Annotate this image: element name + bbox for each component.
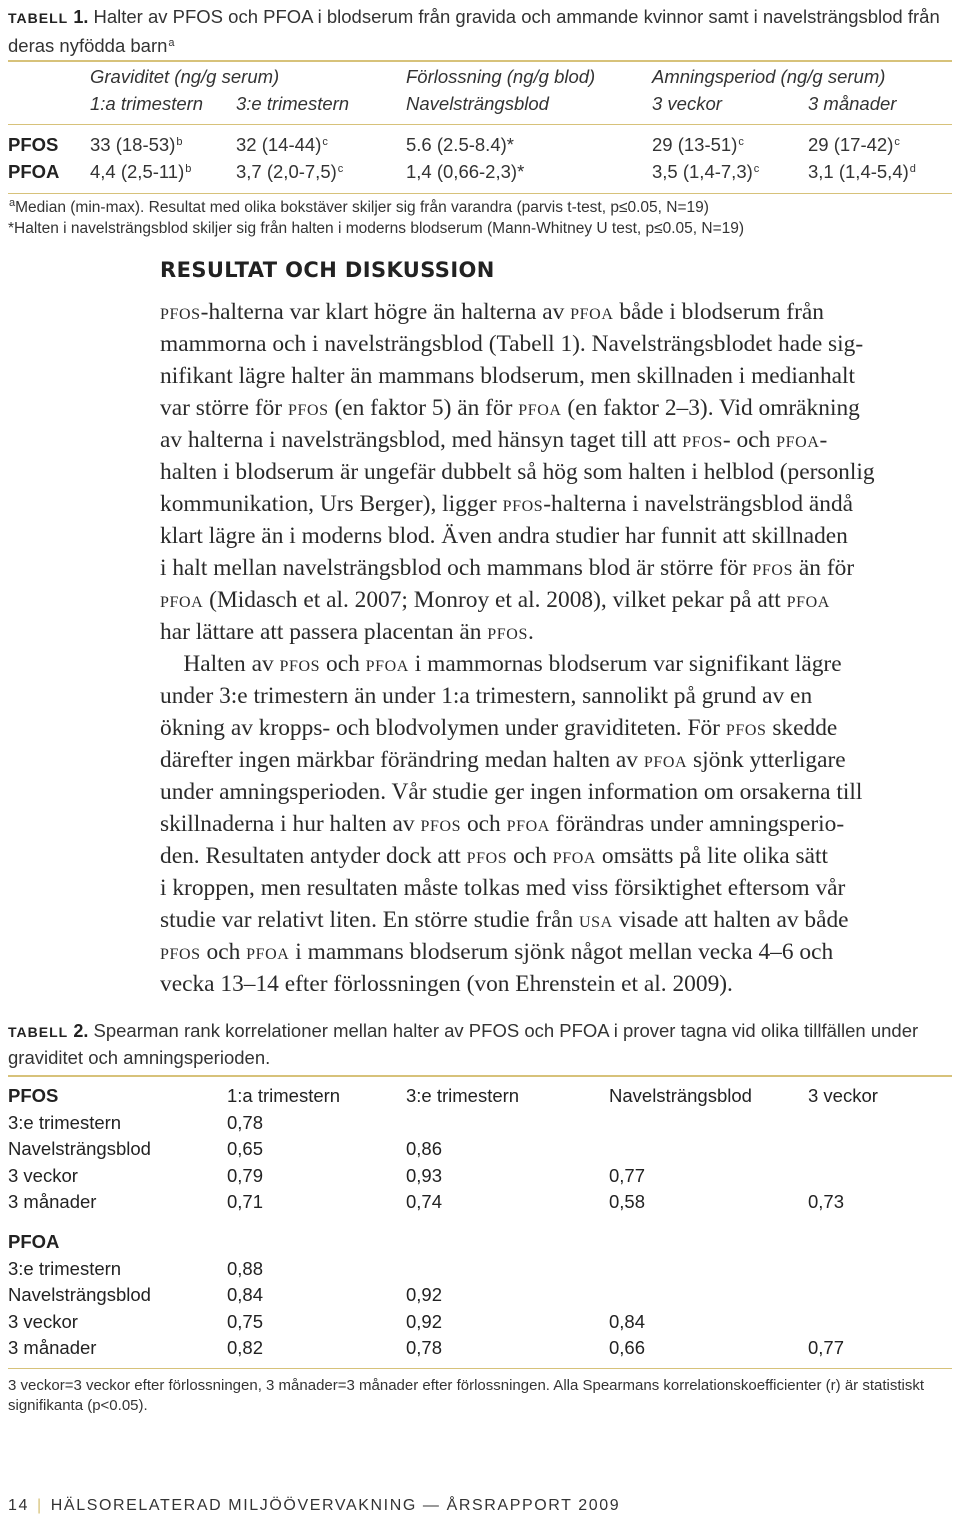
table1-cell-sup: c	[753, 163, 760, 175]
table1-cell-value: 33 (18-53)	[90, 134, 176, 155]
table2-row-label: 3 veckor	[8, 1165, 78, 1186]
table1-cell-sup: c	[337, 163, 344, 175]
table1-column-header: Navelsträngsblod	[406, 93, 549, 114]
table1-cell	[808, 161, 916, 183]
table2-bottom-rule	[8, 1368, 952, 1369]
table1-footnote-text: *Halten i navelsträngsblod skiljer sig från halten i moderns blodserum (Mann-Whitney U test, p≤0.05, N=19)	[8, 220, 745, 237]
table1-cell	[808, 134, 900, 156]
table2-note: 3 veckor=3 veckor efter förlossningen, 3 månader=3 månader efter förlossningen. Alla Spearmans korrelationskoefficienter (r) är statistiskt signifikanta (p<0.05).	[8, 1377, 925, 1414]
table1-cell-sup: c	[322, 136, 328, 148]
table1-cell-value: 3,1 (1,4-5,4)	[808, 161, 909, 182]
table1-cell	[236, 161, 343, 183]
table1-group-header: Förlossning (ng/g blod)	[406, 66, 596, 87]
table2-top-rule	[8, 1075, 952, 1077]
table1-cell-value: 32 (14-44)	[236, 134, 322, 155]
table1-caption-sup: a	[168, 37, 175, 49]
table1-cell-value: 29 (17-42)	[808, 134, 894, 155]
paragraph-1: pfos-halterna var klart högre än halterna av pfoa både i blodserum från mammorna och i navelsträngsblod (Tabell 1). Navelsträngsblodet hade sig- nifikant lägre halter än mammans blodserum, men skillnaden i medianhalt var större för pfos (en faktor 5) än för pfoa (en faktor 2–3). Vid omräkning av halterna i navelsträngsblod, med hänsyn taget till att pfos- och pfoa- halten i blodserum är ungefär dubbelt så hög som halten i helblod (personlig kommunikation, Urs Berger), ligger pfos-halterna i navelsträngsblod ändå klart lägre än i moderns blod. Även andra studier har funnit att skillnaden i halt mellan navelsträngsblod och mammans blod är större för pfos än för pfoa (Midasch et al. 2007; Monroy et al. 2008), vilket pekar på att pfoa har lättare att passera placentan än pfos.	[160, 299, 875, 645]
table2-number: 2.	[73, 1021, 89, 1041]
table2-cell: 0,65	[227, 1138, 264, 1159]
table2-row-label: Navelsträngsblod	[8, 1138, 151, 1159]
table1-cell-value: 29 (13-51)	[652, 134, 738, 155]
page-footer	[8, 1497, 620, 1515]
table1-group-header: Amningsperiod (ng/g serum)	[652, 66, 886, 87]
table1-header-rule	[8, 124, 952, 125]
table1-row-label: PFOS	[8, 134, 59, 155]
table1-cell	[652, 134, 744, 156]
table2-cell: 0,88	[227, 1258, 264, 1279]
table1-cell-value: 4,4 (2,5-11)	[90, 161, 185, 182]
table1-row-label: PFOA	[8, 161, 60, 182]
table2-cell: 0,86	[406, 1138, 443, 1159]
table1-cell-sup: c	[738, 136, 744, 148]
table2-cell: 0,77	[808, 1337, 845, 1358]
table2-cell: 0,71	[227, 1191, 264, 1212]
table1-cell	[90, 161, 191, 183]
footer-divider: |	[37, 1497, 43, 1514]
table2-cell: 0,66	[609, 1337, 646, 1358]
table2-cell: 0,92	[406, 1284, 443, 1305]
table2-row-label: Navelsträngsblod	[8, 1284, 151, 1305]
table2-column-header: 3:e trimestern	[406, 1085, 520, 1106]
footer-title: HÄLSORELATERAD MILJÖÖVERVAKNING — ÅRSRAPPORT 2009	[50, 1497, 621, 1514]
section-heading: RESULTAT OCH DISKUSSION	[160, 258, 495, 282]
table2-group-label: PFOS	[8, 1085, 59, 1106]
table1-column-header: 3 månader	[808, 93, 897, 114]
table1-cell-sup: b	[176, 136, 183, 148]
table2-cell: 0,79	[227, 1165, 264, 1186]
table1-column-header: 1:a trimestern	[90, 93, 204, 114]
paragraph-2: Halten av pfos och pfoa i mammornas blodserum var signifikant lägre under 3:e trimestern än under 1:a trimestern, sannolikt på grund av en ökning av kropps- och blodvolymen under graviditeten. För pfos skedde därefter ingen märkbar förändring medan halten av pfoa sjönk ytterligare under amningsperioden. Vår studie ger ingen information om orsakerna till skillnaderna i hur halten av pfos och pfoa förändras under amningsperio- den. Resultaten antyder dock att pfos och pfoa omsätts på lite olika sätt i kroppen, men resultaten måste tolkas med viss försiktighet eftersom vår studie var relativt liten. En större studie från usa visade att halten av både pfos och pfoa i mammans blodserum sjönk något mellan vecka 4–6 och vecka 13–14 efter förlossningen (von Ehrenstein et al. 2009).	[160, 651, 863, 997]
table1-cell-sup: b	[185, 163, 192, 175]
table1-cell	[236, 134, 328, 156]
table2-cell: 0,78	[227, 1112, 264, 1133]
table2-cell: 0,74	[406, 1191, 443, 1212]
table2-cell: 0,84	[227, 1284, 264, 1305]
table2-column-header: 3 veckor	[808, 1085, 878, 1106]
table2-caption	[8, 1018, 953, 1070]
table1-footnote	[8, 197, 709, 217]
table2-row-label: 3 månader	[8, 1337, 97, 1358]
table1-footnote	[8, 220, 744, 238]
table1-cell-value: 3,7 (2,0-7,5)	[236, 161, 337, 182]
table1-column-header: 3:e trimestern	[236, 93, 350, 114]
table1-cell	[652, 161, 759, 183]
table1-column-header: 3 veckor	[652, 93, 722, 114]
table1-cell	[406, 134, 514, 156]
table1-label: TABELL	[8, 10, 69, 26]
table1-cell-value: 5.6 (2.5-8.4)*	[406, 134, 514, 155]
table2-row-label: 3 månader	[8, 1191, 97, 1212]
page-number: 14	[8, 1497, 29, 1514]
table2-cell: 0,77	[609, 1165, 646, 1186]
table1-cell	[90, 134, 182, 156]
table2-column-header: Navelsträngsblod	[609, 1085, 752, 1106]
table1-cell-value: 1,4 (0,66-2,3)*	[406, 161, 525, 182]
table2-cell: 0,84	[609, 1311, 646, 1332]
table2-label: TABELL	[8, 1024, 69, 1040]
table2-row-label: 3:e trimestern	[8, 1258, 122, 1279]
table2-cell: 0,75	[227, 1311, 264, 1332]
table2-cell: 0,93	[406, 1165, 443, 1186]
table1-cell-value: 3,5 (1,4-7,3)	[652, 161, 753, 182]
table2-row-label: 3:e trimestern	[8, 1112, 122, 1133]
table1-group-header: Graviditet (ng/g serum)	[90, 66, 280, 87]
table1-caption	[8, 4, 953, 58]
table2-group-label: PFOA	[8, 1231, 60, 1252]
table1-bottom-rule	[8, 193, 952, 194]
table1-cell-sup: d	[909, 163, 916, 175]
table2-cell: 0,82	[227, 1337, 264, 1358]
table1-top-rule	[8, 60, 952, 62]
table1-cell	[406, 161, 524, 183]
table2-row-label: 3 veckor	[8, 1311, 78, 1332]
table2-cell: 0,92	[406, 1311, 443, 1332]
table1-footnote-sup: a	[9, 197, 16, 209]
table1-caption-text: Halter av PFOS och PFOA i blodserum från gravida och ammande kvinnor samt i navelsträngsblod från deras nyfödda barn	[8, 6, 940, 56]
table2-caption-text: Spearman rank korrelationer mellan halter av PFOS och PFOA i prover tagna vid olika tillfällen under graviditet och amningsperioden.	[8, 1020, 919, 1068]
table2-cell: 0,78	[406, 1337, 443, 1358]
table1-cell-sup: c	[894, 136, 900, 148]
table2-cell: 0,58	[609, 1191, 646, 1212]
table2-column-header: 1:a trimestern	[227, 1085, 341, 1106]
table2-cell: 0,73	[808, 1191, 845, 1212]
table1-number: 1.	[73, 7, 89, 27]
table1-footnote-text: Median (min-max). Resultat med olika bokstäver skiljer sig från varandra (parvis t-test, p≤0.05, N=19)	[15, 199, 709, 216]
